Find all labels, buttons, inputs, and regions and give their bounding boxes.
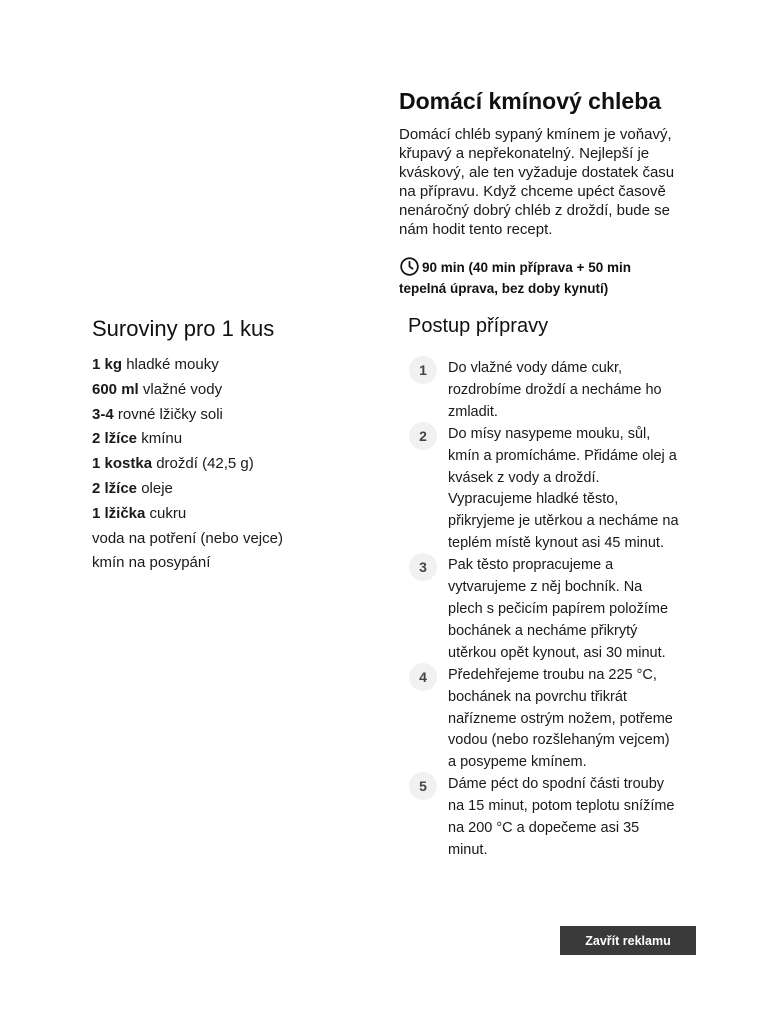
ingredients-heading: Suroviny pro 1 kus [92, 316, 275, 341]
ingredient-name: oleje [141, 479, 173, 497]
ingredient-amount: 2 lžíce [92, 479, 138, 497]
step-number-badge: 5 [409, 772, 437, 800]
recipe-description: Domácí chléb sypaný kmínem je voňavý, křupavý a nepřekonatelný. Nejlepší je kváskový, ale ten vyžaduje dostatek času na přípravu. Když chceme upéct časově nenáročný dobrý chléb z droždí, bude se nám hodit tento recept. [399, 126, 675, 238]
step-number-badge: 2 [409, 422, 437, 450]
ingredient-name: cukru [149, 504, 187, 522]
step-item [409, 424, 699, 555]
step-item [409, 665, 699, 775]
ingredient-name: rovné lžičky soli [117, 405, 223, 423]
close-ad-button[interactable]: Zavřít reklamu [560, 926, 696, 955]
ingredient-name: voda na potření (nebo vejce) [92, 529, 283, 547]
recipe-time [399, 256, 659, 299]
step-text: Pak těsto propracujeme a vytvarujeme z něj bochník. Na plech s pečicím papírem položíme bochánek a necháme přikrytý utěrkou opět kynout, asi 30 minut. [448, 557, 669, 661]
step-text: Do mísy nasypeme mouku, sůl, kmín a promícháme. Přidáme olej a kvásek z vody a droždí. Vypracujeme hladké těsto, přikryjeme je utěrkou a necháme na teplém místě kynout asi 45 minut. [448, 425, 679, 552]
ingredient-amount: 600 ml [92, 380, 139, 398]
ingredient-item [92, 527, 352, 552]
step-text: Do vlažné vody dáme cukr, rozdrobíme droždí a necháme ho zmladit. [448, 360, 662, 420]
ingredient-item [92, 502, 352, 527]
recipe-title: Domácí kmínový chleba [399, 88, 662, 114]
ingredient-name: droždí (42,5 g) [156, 455, 254, 473]
ingredient-amount: 1 kostka [92, 455, 153, 473]
ingredient-item [92, 403, 352, 428]
ingredient-name: kmínu [141, 430, 183, 448]
step-item [409, 358, 699, 424]
ingredient-item [92, 477, 352, 502]
ingredient-item [92, 427, 352, 452]
ingredient-name: vlažné vody [142, 380, 223, 398]
step-item [409, 555, 699, 665]
clock-icon [399, 256, 420, 277]
ingredient-amount: 1 kg [92, 356, 123, 373]
step-list [409, 358, 699, 862]
ingredient-item [92, 551, 352, 576]
step-text: Dáme péct do spodní části trouby na 15 minut, potom teplotu snížíme na 200 °C a dopečeme asi 35 minut. [448, 776, 675, 858]
step-number-badge: 4 [409, 663, 437, 691]
ingredient-list [92, 353, 352, 576]
ingredient-item [92, 353, 352, 378]
recipe-time-text: 90 min (40 min příprava + 50 min tepelná úprava, bez doby kynutí) [399, 260, 631, 296]
ingredient-item [92, 452, 352, 477]
ingredient-amount: 3-4 [92, 405, 114, 423]
step-number-badge: 1 [409, 356, 437, 384]
ingredient-item [92, 378, 352, 403]
ingredient-amount: 2 lžíce [92, 430, 138, 448]
step-text: Předehřejeme troubu na 225 °C, bochánek na povrchu třikrát nařízneme ostrým nožem, potřeme vodou (nebo rozšlehaným vejcem) a posypeme kmínem. [448, 666, 673, 771]
ingredient-name: kmín na posypání [92, 554, 211, 572]
ingredients-section [92, 314, 352, 576]
ingredient-name: hladké mouky [126, 356, 219, 373]
step-item [409, 774, 699, 862]
ingredient-amount: 1 lžička [92, 504, 146, 522]
step-number-badge: 3 [409, 553, 437, 581]
steps-heading: Postup přípravy [408, 315, 549, 337]
